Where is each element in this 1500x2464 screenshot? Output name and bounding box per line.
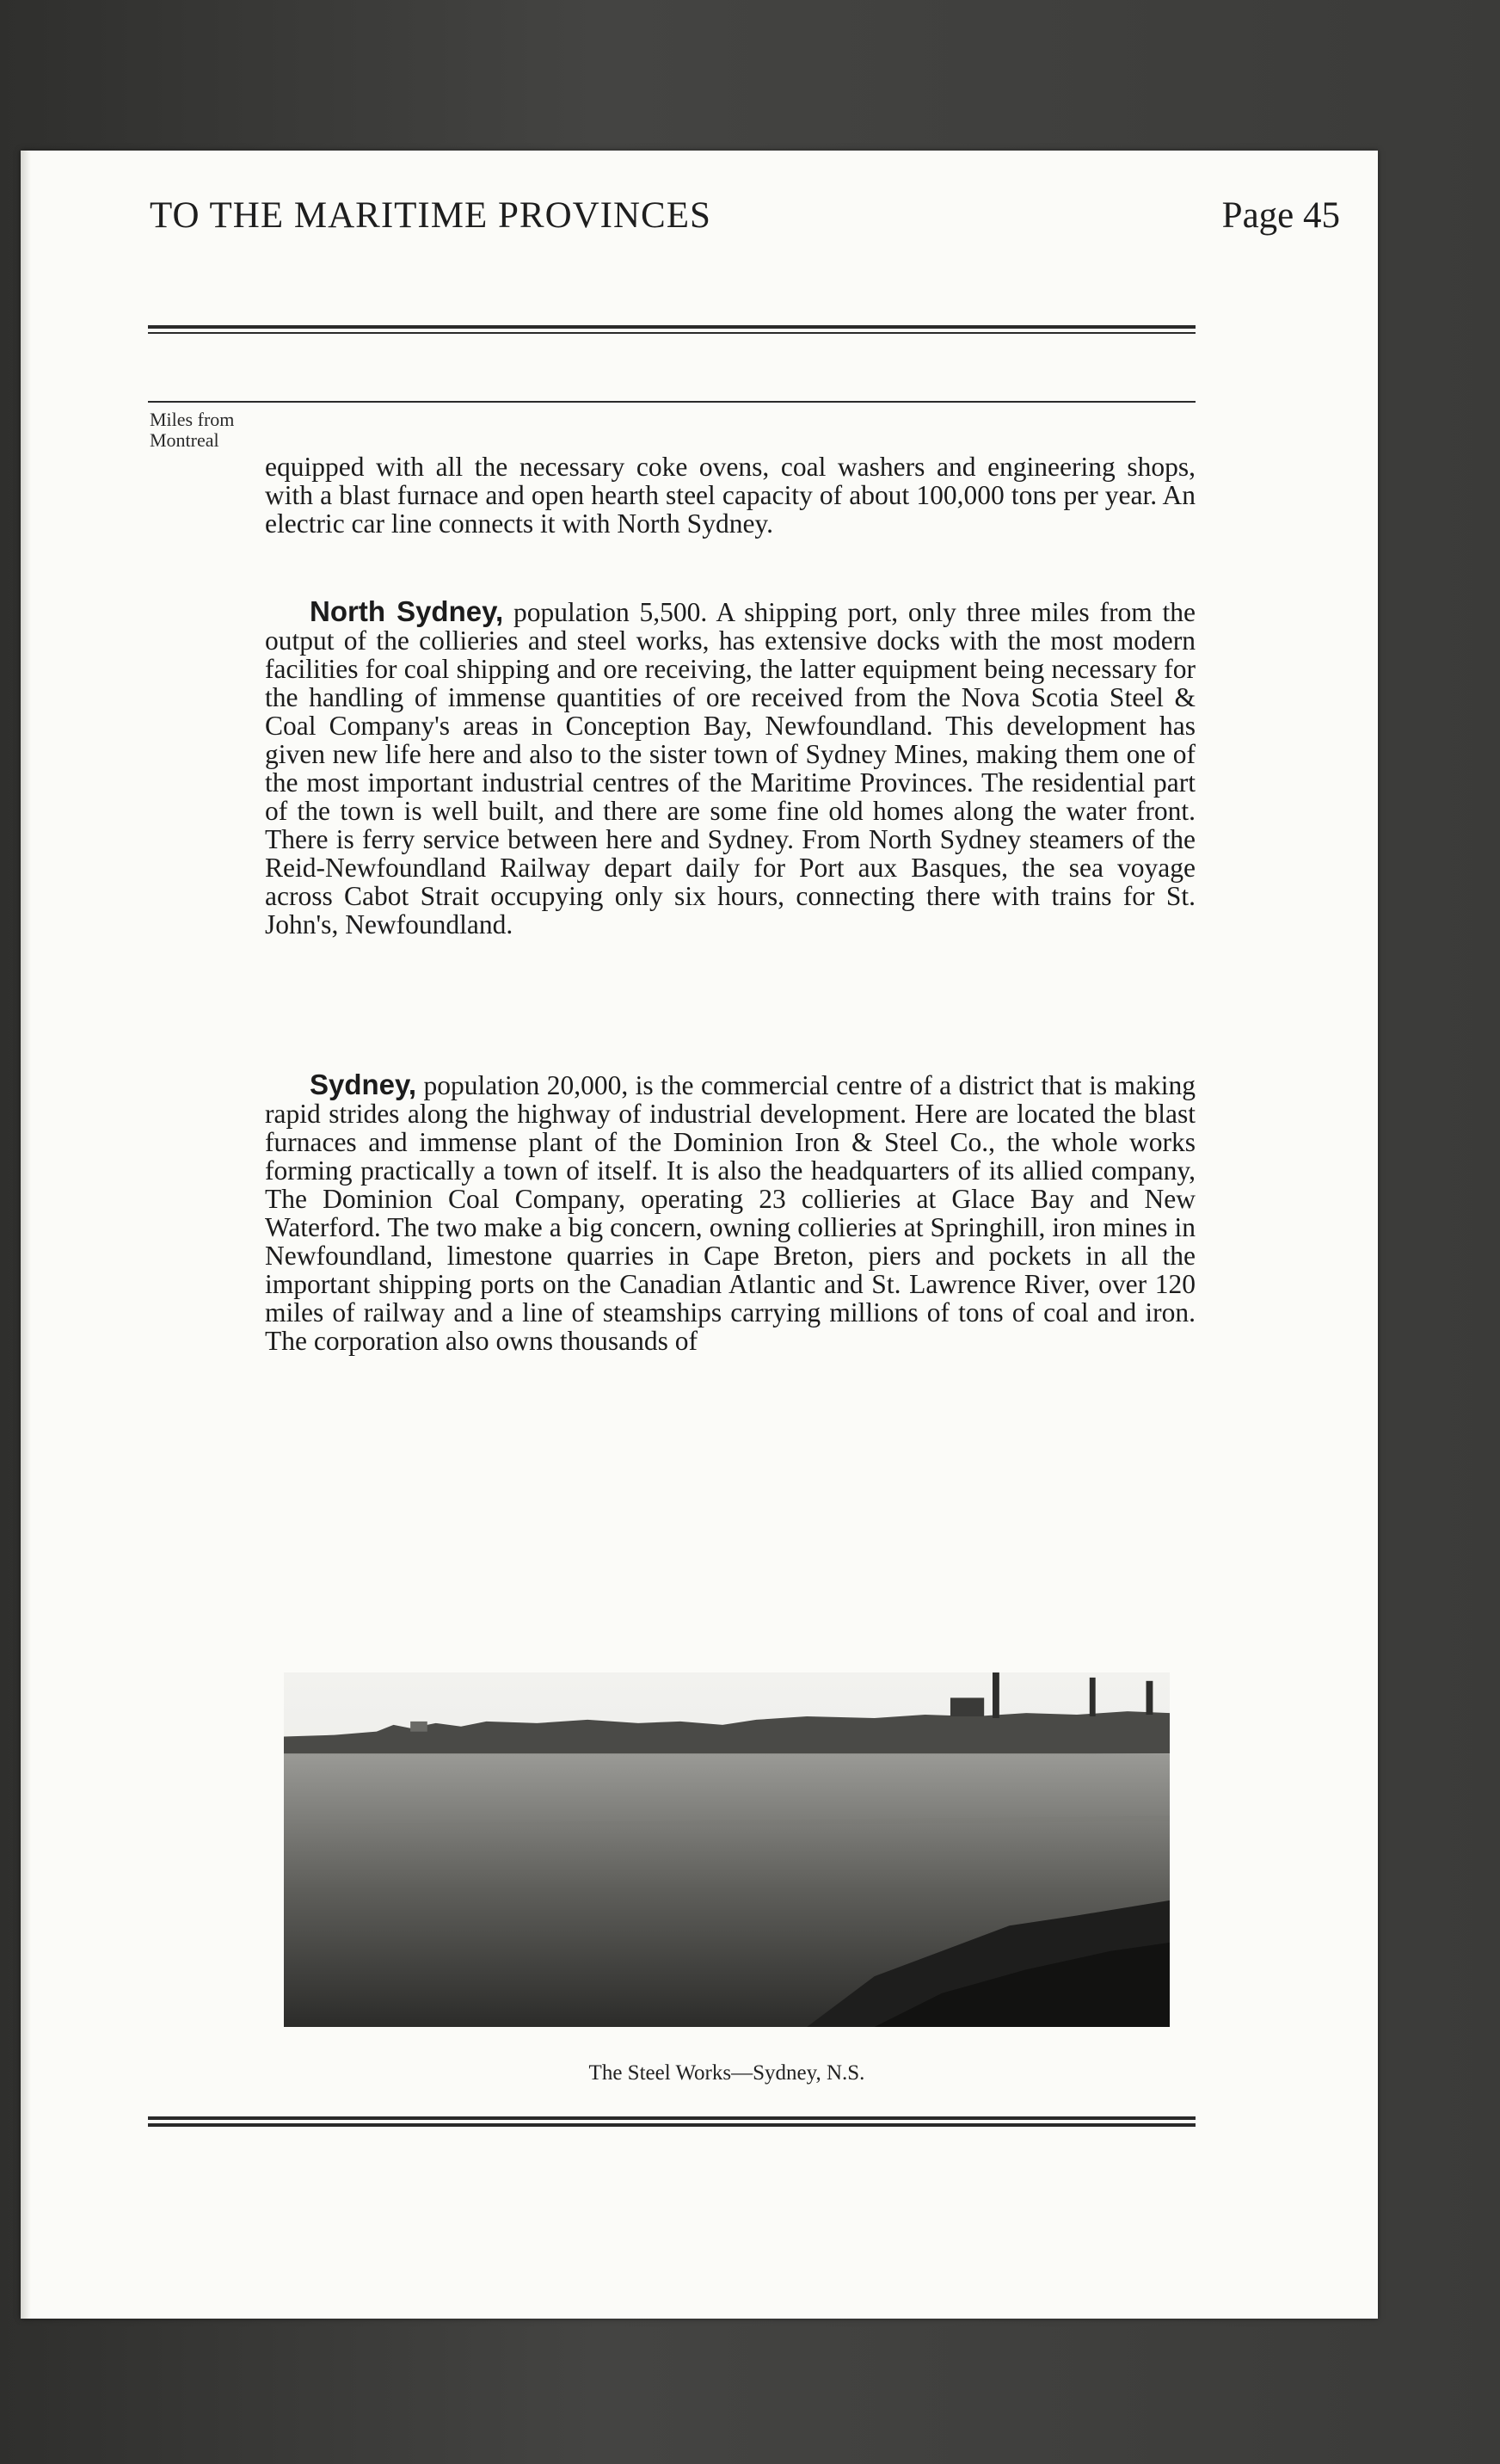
north-sydney-heading: North Sydney, xyxy=(310,595,504,627)
smokestack-1 xyxy=(993,1672,999,1718)
paragraph-north-sydney xyxy=(265,597,1196,939)
paragraph-continuation: equipped with all the necessary coke ovens, coal washers and engineering shops, with a blast furnace and open hearth steel capacity of about 100,000 tons per year. An electric car line connects it with North Sydney. xyxy=(265,452,1196,539)
margin-note xyxy=(150,410,234,451)
paragraph-sydney xyxy=(265,1070,1196,1355)
steel-works-photo xyxy=(275,1672,1178,2027)
footer-rule xyxy=(148,2116,1196,2130)
page-number: Page 45 xyxy=(1221,195,1340,236)
sydney-heading: Sydney, xyxy=(310,1069,417,1100)
photo-caption: The Steel Works—Sydney, N.S. xyxy=(588,2061,865,2085)
margin-note-line2: Montreal xyxy=(150,429,219,451)
north-sydney-text: population 5,500. A shipping port, only three miles from the output of the collieries and steel works, has extensive docks with the most modern facilities for coal shipping and ore receiving, the latter equipment being necessary for the handling of immense quantities of ore received from the Nova Scotia Steel & Coal Company's areas in Conception Bay, Newfoundland. This development has given new life here and also to the sister town of Sydney Mines, making them one of the most important industrial centres of the Maritime Provinces. The residential part of the town is well built, and there are some fine old homes along the water front. There is ferry service between here and Sydney. From North Sydney steamers of the Reid-Newfoundland Railway depart daily for Port aux Basques, the sea voyage across Cabot Strait occupying only six hours, connecting there with trains for St. John's, Newfoundland. xyxy=(265,597,1196,939)
sydney-text: population 20,000, is the commercial centre of a district that is making rapid strides along the highway of industrial development. Here are located the blast furnaces and immense plant of the Dominion Iron & Steel Co., the whole works forming practically a town of itself. It is also the headquarters of its allied company, The Dominion Coal Company, operating 23 collieries at Glace Bay and New Waterford. The two make a big concern, owning collieries at Springhill, iron mines in Newfoundland, limestone quarries in Cape Breton, piers and pockets in all the important shipping ports on the Canadian Atlantic and St. Lawrence River, over 120 miles of railway and a line of steamships carrying millions of tons of coal and iron. The corporation also owns thousands of xyxy=(265,1070,1196,1356)
header-bottom-rule xyxy=(148,401,1196,406)
header-top-rule xyxy=(148,325,1196,337)
smokestack-2 xyxy=(1090,1678,1096,1716)
margin-note-line1: Miles from xyxy=(150,409,235,430)
page-gutter-shadow xyxy=(21,151,31,2319)
running-header-title: TO THE MARITIME PROVINCES xyxy=(150,195,711,236)
smokestack-3 xyxy=(1147,1681,1153,1715)
